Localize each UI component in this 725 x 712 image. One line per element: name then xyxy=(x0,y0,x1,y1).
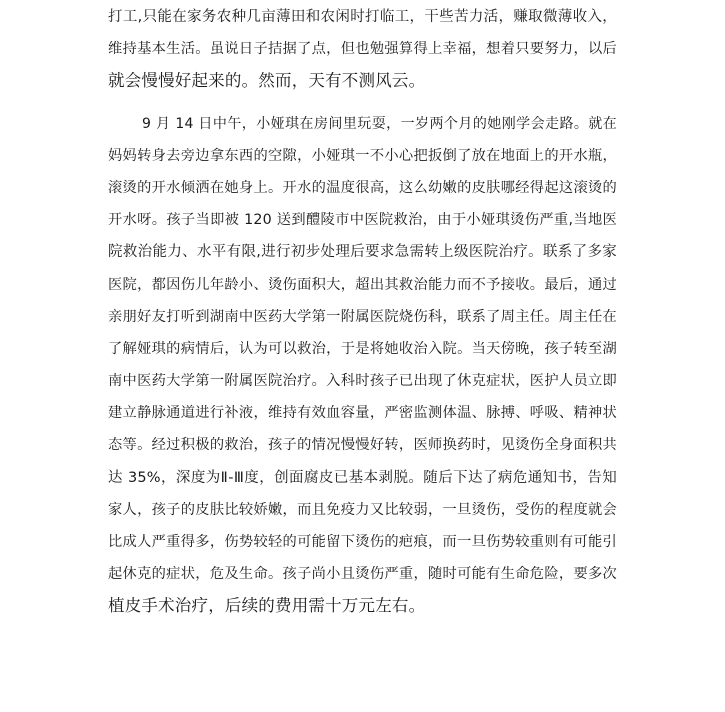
text-line: 起休克的症状，危及生命。孩子尚小且烫伤严重，随时可能有生命危险，要多次 xyxy=(108,566,617,583)
paragraph-1 xyxy=(108,1,617,98)
paragraph-2 xyxy=(108,108,617,623)
text-line: 植皮手术治疗，后续的费用需十万元左右。 xyxy=(108,596,426,616)
text-line: 医院，都因伤儿年龄小、烫伤面积大，超出其救治能力而不予接收。最后，通过 xyxy=(108,276,617,293)
text-line: 打工,只能在家务农种几亩薄田和农闲时打临工，干些苦力活，赚取微薄收入， xyxy=(108,9,617,25)
text-line: 态等。经过积极的救治，孩子的情况慢慢好转，医师换药时，见烫伤全身面积共 xyxy=(108,437,617,454)
text-line: 亲朋好友打听到湖南中医药大学第一附属医院烧伤科，联系了周主任。周主任在 xyxy=(108,308,617,325)
text-line: 建立静脉通道进行补液，维持有效血容量，严密监测体温、脉搏、呼吸、精神状 xyxy=(108,405,617,422)
text-line: 就会慢慢好起来的。然而，天有不测风云。 xyxy=(108,71,426,91)
text-line: 南中医药大学第一附属医院治疗。入科时孩子已出现了休克症状，医护人员立即 xyxy=(108,373,617,390)
text-line: 比成人严重得多，伤势较轻的可能留下烫伤的疤痕，而一旦伤势较重则有可能引 xyxy=(108,534,617,550)
document-page xyxy=(0,1,725,712)
text-line: 9 月 14 日中午，小娅琪在房间里玩耍，一岁两个月的她刚学会走路。就在 xyxy=(142,115,617,132)
text-line: 达 35%，深度为Ⅱ-Ⅲ度，创面腐皮已基本剥脱。随后下达了病危通知书，告知 xyxy=(108,469,617,486)
text-line: 维持基本生活。虽说日子拮据了点，但也勉强算得上幸福，想着只要努力，以后 xyxy=(108,41,617,58)
text-line: 滚烫的开水倾洒在她身上。开水的温度很高，这么幼嫩的皮肤哪经得起这滚烫的 xyxy=(108,179,617,196)
text-line: 开水呀。孩子当即被 120 送到醴陵市中医院救治，由于小娅琪烫伤严重,当地医 xyxy=(108,212,617,229)
text-line: 院救治能力、水平有限,进行初步处理后要求急需转上级医院治疗。联系了多家 xyxy=(108,244,617,261)
text-line: 了解娅琪的病情后，认为可以救治，于是将她收治入院。当天傍晚，孩子转至湖 xyxy=(108,340,617,357)
text-line: 妈妈转身去旁边拿东西的空隙，小娅琪一不小心把扳倒了放在地面上的开水瓶， xyxy=(108,147,617,164)
text-line: 家人，孩子的皮肤比较娇嫩，而且免疫力又比较弱，一旦烫伤，受伤的程度就会 xyxy=(108,501,617,518)
